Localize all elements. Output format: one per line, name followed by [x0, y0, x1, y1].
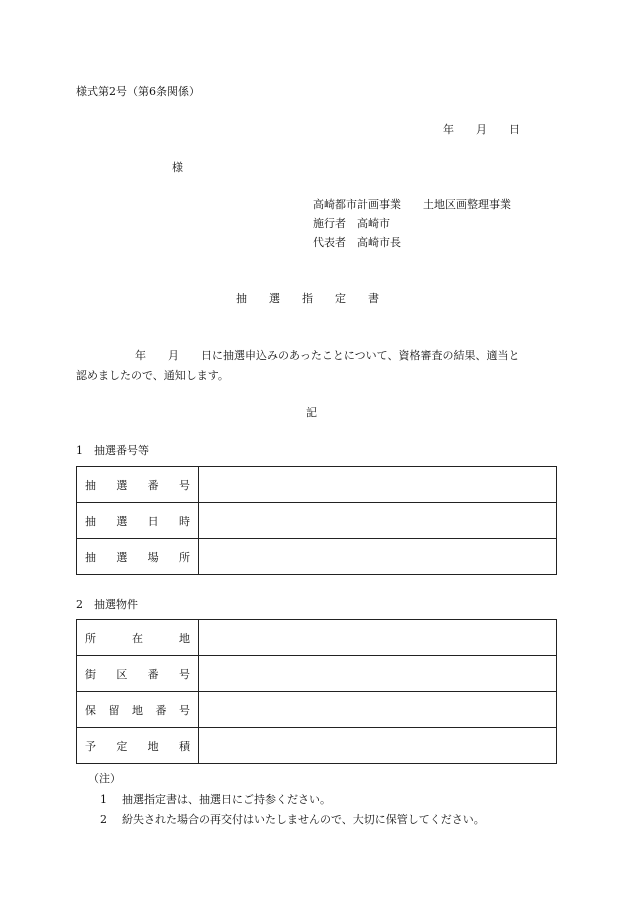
value-location	[199, 620, 557, 656]
section2-heading: 2 抽選物件	[76, 598, 138, 611]
form-number: 様式第2号（第6条関係）	[76, 85, 200, 98]
value-lottery-datetime	[199, 503, 557, 539]
note-1-number: 1	[100, 793, 107, 806]
label-lottery-place: 抽選場所	[77, 539, 199, 575]
table-row	[77, 728, 557, 764]
value-planned-area	[199, 728, 557, 764]
table-row	[77, 656, 557, 692]
issuer-project: 高崎都市計画事業 土地区画整理事業	[313, 198, 511, 211]
value-reserved-land-number	[199, 692, 557, 728]
table-row	[77, 692, 557, 728]
note-2-text: 紛失された場合の再交付はいたしませんので、大切に保管してください。	[122, 813, 485, 826]
label-block-number: 街区番号	[77, 656, 199, 692]
ki-mark: 記	[306, 406, 317, 419]
note-2-number: 2	[100, 813, 107, 826]
notes-title: （注）	[88, 772, 121, 785]
note-1-text: 抽選指定書は、抽選日にご持参ください。	[122, 793, 331, 806]
date-line: 年 月 日	[443, 123, 520, 136]
value-lottery-number	[199, 467, 557, 503]
section1-heading: 1 抽選番号等	[76, 444, 149, 457]
table-row	[77, 503, 557, 539]
issuer-executor: 施行者 高崎市	[313, 217, 390, 230]
addressee-suffix: 様	[172, 161, 183, 174]
label-reserved-land-number: 保留地番号	[77, 692, 199, 728]
lottery-info-table	[76, 466, 557, 575]
label-location: 所在地	[77, 620, 199, 656]
label-lottery-datetime: 抽選日時	[77, 503, 199, 539]
property-info-table	[76, 619, 557, 764]
document-title: 抽 選 指 定 書	[236, 292, 379, 305]
table-row	[77, 539, 557, 575]
issuer-representative: 代表者 高崎市長	[313, 236, 401, 249]
value-lottery-place	[199, 539, 557, 575]
body-line-1: 年 月 日に抽選申込みのあったことについて、資格審査の結果、適当と	[135, 349, 520, 362]
label-planned-area: 予定地積	[77, 728, 199, 764]
body-line-2: 認めましたので、通知します。	[76, 369, 229, 382]
value-block-number	[199, 656, 557, 692]
table-row	[77, 620, 557, 656]
table-row	[77, 467, 557, 503]
label-lottery-number: 抽選番号	[77, 467, 199, 503]
